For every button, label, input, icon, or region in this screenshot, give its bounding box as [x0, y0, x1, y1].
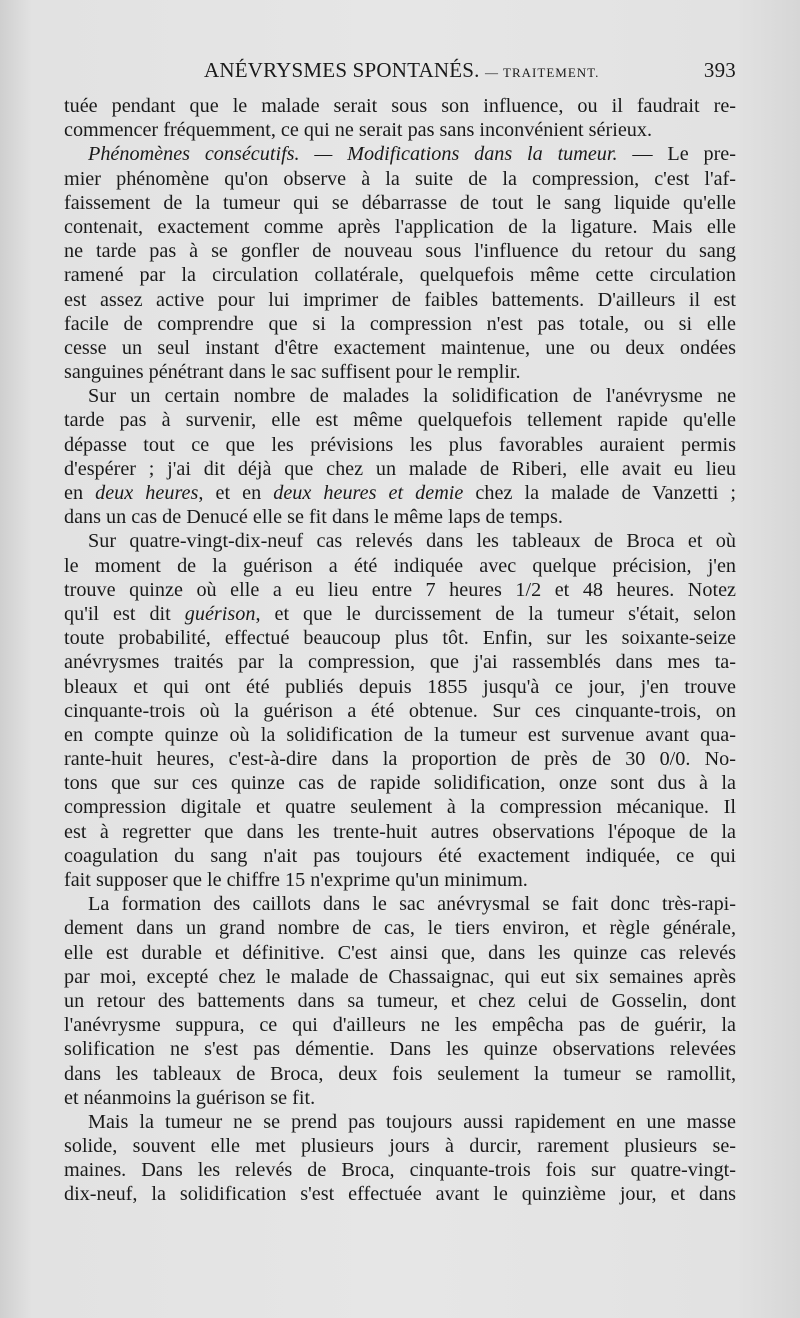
- text-line: [64, 457, 736, 481]
- text-run: contenait, exactement comme après l'application de la ligature. Mais elle: [64, 215, 736, 238]
- text-run: solide, souvent elle met plusieurs jours à durcir, rarement plusieurs se-: [64, 1135, 736, 1158]
- page-number: 393: [703, 58, 736, 82]
- text-run: tuée pendant que le malade serait sous son influence, ou il faudrait re-: [64, 95, 736, 117]
- text-line: [64, 626, 736, 650]
- text-run: cinquante-trois où la guérison a été obtenue. Sur ces cinquante-trois, on: [64, 699, 736, 722]
- text-line: [64, 263, 736, 287]
- text-run: Mais la tumeur ne se prend pas toujours aussi rapidement en une masse: [88, 1110, 736, 1133]
- text-run: facile de comprendre que si la compression n'est pas totale, ou si elle: [64, 312, 736, 335]
- text-line: [64, 941, 736, 965]
- text-run: dix-neuf, la solidification s'est effectuée avant le quinzième jour, et dans: [64, 1183, 736, 1206]
- text-line: [64, 239, 736, 263]
- text-run: dépasse tout ce que les prévisions les plus favorables auraient permis: [64, 433, 736, 456]
- running-title: ANÉVRYSMES SPONTANÉS. — TRAITEMENT.: [204, 58, 600, 82]
- text-line: [64, 650, 736, 674]
- text-run: ne tarde pas à se gonfler de nouveau sous l'influence du retour du sang: [64, 240, 736, 263]
- text-line: [64, 312, 736, 336]
- text-run: toute probabilité, effectué beaucoup plus tôt. Enfin, sur les soixante-seize: [64, 627, 736, 650]
- text-line: [64, 554, 736, 578]
- text-run: en compte quinze où la solidification de la tumeur est survenue avant qua-: [64, 723, 736, 746]
- text-run: compression digitale et quatre seulement à la compression mécanique. Il: [64, 796, 736, 819]
- text-line: [64, 384, 736, 408]
- text-line: [64, 1086, 736, 1110]
- text-run: l'anévrysme suppura, ce qui d'ailleurs ne les empêcha pas de guérir, la: [64, 1014, 736, 1037]
- text-run: et néanmoins la guérison se fit.: [64, 1086, 316, 1109]
- text-line: [64, 675, 736, 699]
- text-run: tarde pas à survenir, elle est même quelquefois tellement rapide qu'elle: [64, 409, 736, 432]
- text-line: [64, 433, 736, 457]
- text-run: solification ne s'est pas démentie. Dans les quinze observations relevées: [64, 1038, 736, 1061]
- text-line: [64, 336, 736, 360]
- text-run: — Le pre-: [617, 143, 736, 166]
- text-run: rante-huit heures, c'est-à-dire dans la proportion de près de 30 0/0. No-: [64, 748, 736, 771]
- text-line: [64, 505, 736, 529]
- text-run: maines. Dans les relevés de Broca, cinquante-trois fois sur quatre-vingt-: [64, 1159, 736, 1182]
- text-line: [64, 965, 736, 989]
- text-run: chez la malade de Vanzetti ;: [463, 482, 737, 504]
- text-line: [64, 529, 736, 553]
- text-line: [64, 578, 736, 602]
- text-line: [64, 892, 736, 916]
- text-run: dement dans un grand nombre de cas, le tiers environ, et règle générale,: [64, 917, 736, 940]
- text-line: [64, 288, 736, 312]
- text-run: dans un cas de Denucé elle se fit dans le même laps de temps.: [64, 506, 563, 529]
- text-line: [64, 360, 736, 384]
- text-line: [64, 820, 736, 844]
- text-run: tons que sur ces quinze cas de rapide solidification, onze sont dus à la: [64, 772, 736, 795]
- text-run: par moi, excepté chez le malade de Chassaignac, qui eut six semaines après: [64, 965, 736, 988]
- text-line: [64, 1158, 736, 1182]
- text-run: le moment de la guérison a été indiquée avec quelque précision, j'en: [64, 554, 736, 577]
- text-run: bleaux et qui ont été publiés depuis 1855 jusqu'à ce jour, j'en trouve: [64, 675, 736, 698]
- text-run: coagulation du sang n'ait pas toujours été exactement indiquée, ce qui: [64, 844, 736, 867]
- running-subtitle: — TRAITEMENT.: [485, 65, 600, 80]
- text-line: [64, 699, 736, 723]
- text-run: est assez active pour lui imprimer de faibles battements. D'ailleurs il est: [64, 288, 736, 311]
- text-run: anévrysmes traités par la compression, que j'ai rassemblés dans mes ta-: [64, 651, 736, 674]
- text-run: cesse un seul instant d'être exactement maintenue, une ou deux ondées: [64, 336, 736, 359]
- text-run: Sur un certain nombre de malades la solidification de l'anévrysme ne: [88, 385, 736, 408]
- text-run: mier phénomène qu'on observe à la suite de la compression, c'est l'af-: [64, 167, 736, 190]
- text-run: , et que le durcissement de la tumeur s'était, selon: [255, 602, 736, 625]
- text-line: [64, 408, 736, 432]
- running-header: [64, 58, 736, 86]
- text-line: [64, 1037, 736, 1061]
- text-run: faissement de la tumeur qui se débarrasse de tout le sang liquide qu'elle: [64, 191, 736, 214]
- text-line: [64, 167, 736, 191]
- italic-phrase: Phénomènes consécutifs. — Modifications dans la tumeur.: [88, 143, 618, 166]
- text-run: en: [64, 482, 96, 504]
- text-line: [64, 844, 736, 868]
- text-run: dans les tableaux de Broca, deux fois seulement la tumeur se ramollit,: [64, 1062, 736, 1085]
- text-line: [64, 916, 736, 940]
- text-line: [64, 602, 736, 626]
- body-text: [64, 94, 736, 1207]
- italic-phrase: guérison: [184, 602, 256, 625]
- text-run: Sur quatre-vingt-dix-neuf cas relevés dans les tableaux de Broca et où: [88, 530, 736, 553]
- text-run: , et en: [198, 482, 274, 504]
- text-run: qu'il est dit: [64, 602, 185, 625]
- text-line: [64, 215, 736, 239]
- text-line: [64, 142, 736, 166]
- italic-phrase: deux heures: [95, 482, 199, 504]
- text-line: [64, 118, 736, 142]
- text-line: [64, 723, 736, 747]
- text-line: [64, 795, 736, 819]
- text-line: [64, 747, 736, 771]
- text-run: est à regretter que dans les trente-huit autres observations l'époque de la: [64, 820, 736, 843]
- text-line: [64, 1062, 736, 1086]
- text-run: commencer fréquemment, ce qui ne serait pas sans inconvénient sérieux.: [64, 119, 653, 142]
- text-run: elle est durable et définitive. C'est ainsi que, dans les quinze cas relevés: [64, 941, 736, 964]
- text-run: un retour des battements dans sa tumeur, et chez celui de Gosselin, dont: [64, 989, 736, 1012]
- text-line: [64, 1013, 736, 1037]
- text-run: sanguines pénétrant dans le sac suffisent pour le remplir.: [64, 361, 521, 384]
- text-line: [64, 481, 736, 505]
- text-line: [64, 868, 736, 892]
- text-run: d'espérer ; j'ai dit déjà que chez un malade de Riberi, elle avait eu lieu: [64, 457, 736, 480]
- text-run: fait supposer que le chiffre 15 n'exprime qu'un minimum.: [64, 869, 528, 891]
- text-line: [64, 1110, 736, 1134]
- text-line: [64, 191, 736, 215]
- text-line: [64, 94, 736, 118]
- text-line: [64, 771, 736, 795]
- text-line: [64, 989, 736, 1013]
- text-line: [64, 1134, 736, 1158]
- italic-phrase: deux heures et demie: [273, 482, 464, 504]
- text-run: La formation des caillots dans le sac anévrysmal se fait donc très-rapi-: [88, 893, 736, 916]
- text-run: trouve quinze où elle a eu lieu entre 7 heures 1/2 et 48 heures. Notez: [64, 578, 736, 601]
- text-run: ramené par la circulation collatérale, quelquefois même cette circulation: [64, 264, 736, 287]
- text-line: [64, 1182, 736, 1206]
